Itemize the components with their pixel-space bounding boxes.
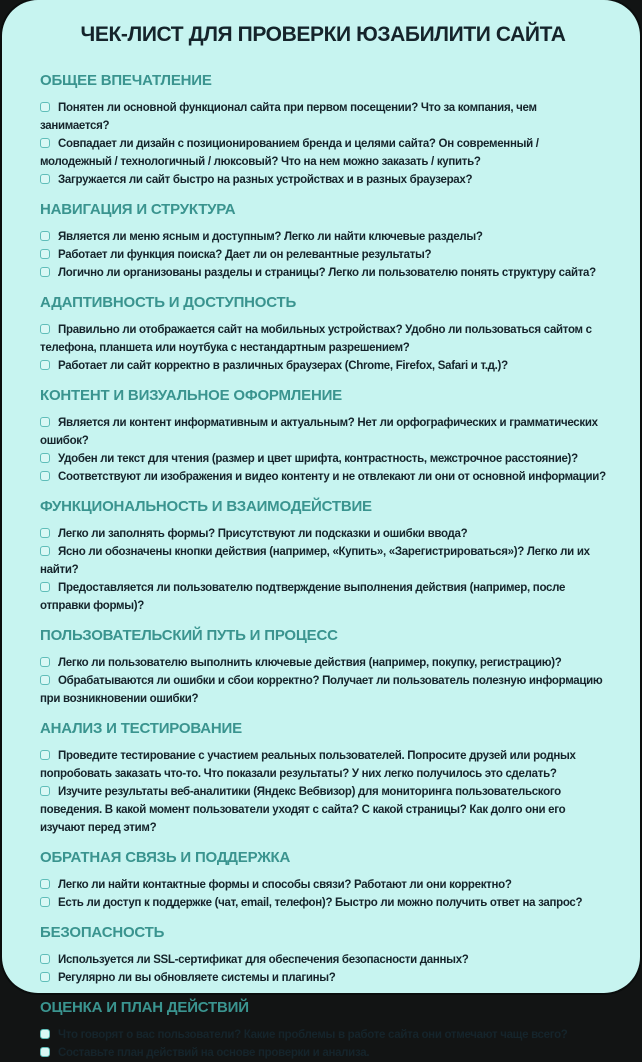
section-items [40,876,606,912]
item-checkbox[interactable] [40,582,50,592]
section-heading: ОБРАТНАЯ СВЯЗЬ И ПОДДЕРЖКА [40,849,291,866]
section-items [40,99,606,189]
item-checkbox[interactable] [40,657,50,667]
checklist-item [40,525,606,543]
checklist-item [40,135,606,171]
item-checkbox[interactable] [40,786,50,796]
checklist-item [40,414,606,450]
checklist-section [40,720,606,837]
section-heading: АНАЛИЗ И ТЕСТИРОВАНИЕ [40,720,242,737]
item-text: Легко ли найти контактные формы и способы связи? Работают ли они корректно? [58,879,512,891]
checklist-section [40,924,606,987]
checklist-sections [40,72,606,1062]
item-text: Правильно ли отображается сайт на мобильных устройствах? Удобно ли пользоваться сайтом с телефона, планшета или ноутбука с нестандартным разрешением? [40,324,592,354]
item-checkbox[interactable] [40,138,50,148]
section-items [40,654,606,708]
item-text: Загружается ли сайт быстро на разных устройствах и в разных браузерах? [58,174,473,186]
item-checkbox[interactable] [40,1029,50,1039]
item-checkbox[interactable] [40,174,50,184]
item-text: Используется ли SSL-сертификат для обеспечения безопасности данных? [58,954,469,966]
section-heading: ОЦЕНКА И ПЛАН ДЕЙСТВИЙ [40,999,249,1016]
checklist-item [40,969,606,987]
item-text: Предоставляется ли пользователю подтверждение выполнения действия (например, после отправки формы)? [40,582,566,612]
item-text: Проведите тестирование с участием реальных пользователей. Попросите друзей или родных попробовать заказать что-то. Что показали результаты? У них легко получилось это сделать? [40,750,576,780]
section-items [40,747,606,837]
item-text: Работает ли сайт корректно в различных браузерах (Chrome, Firefox, Safari и т.д.)? [58,360,508,372]
checklist-section [40,387,606,486]
item-text: Есть ли доступ к поддержке (чат, email, телефон)? Быстро ли можно получить ответ на запрос? [58,897,583,909]
item-text: Понятен ли основной функционал сайта при первом посещении? Что за компания, чем занимается? [40,102,537,132]
item-text: Является ли контент информативным и актуальным? Нет ли орфографических и грамматических ошибок? [40,417,598,447]
section-items [40,525,606,615]
section-heading: ОБЩЕЕ ВПЕЧАТЛЕНИЕ [40,72,212,89]
checklist-item [40,468,606,486]
checklist-section [40,498,606,615]
checklist-item [40,654,606,672]
item-checkbox[interactable] [40,897,50,907]
checklist-section [40,72,606,189]
item-checkbox[interactable] [40,471,50,481]
checklist-item [40,99,606,135]
item-checkbox[interactable] [40,417,50,427]
item-text: Легко ли пользователю выполнить ключевые действия (например, покупку, регистрацию)? [58,657,562,669]
item-checkbox[interactable] [40,360,50,370]
checklist-section [40,627,606,708]
checklist-item [40,747,606,783]
item-checkbox[interactable] [40,750,50,760]
checklist-item [40,357,606,375]
item-checkbox[interactable] [40,675,50,685]
item-text: Что говорят о вас пользователи? Какие проблемы в работе сайта они отмечают чаще всего? [58,1029,568,1041]
checklist-item [40,894,606,912]
checklist-item [40,246,606,264]
item-checkbox[interactable] [40,267,50,277]
checklist-card [2,0,640,1059]
checklist-item [40,228,606,246]
checklist-item [40,171,606,189]
item-checkbox[interactable] [40,102,50,112]
checklist-item [40,783,606,837]
item-checkbox[interactable] [40,954,50,964]
checklist-section [40,849,606,912]
item-checkbox[interactable] [40,453,50,463]
checklist-item [40,951,606,969]
section-items [40,228,606,282]
section-heading: КОНТЕНТ И ВИЗУАЛЬНОЕ ОФОРМЛЕНИЕ [40,387,342,404]
checklist-item [40,543,606,579]
item-text: Изучите результаты веб-аналитики (Яндекс Вебвизор) для мониторинга пользовательского поведения. В какой момент пользователи уходят с сайта? С какой страницы? Как долго они его изучают перед этим? [40,786,566,834]
section-items [40,951,606,987]
checklist-item [40,672,606,708]
item-text: Работает ли функция поиска? Дает ли он релевантные результаты? [58,249,432,261]
checklist-item [40,264,606,282]
section-items [40,414,606,486]
item-checkbox[interactable] [40,879,50,889]
section-heading: БЕЗОПАСНОСТЬ [40,924,165,941]
item-text: Удобен ли текст для чтения (размер и цвет шрифта, контрастность, межстрочное расстояние)? [58,453,578,465]
item-text: Соответствуют ли изображения и видео контенту и не отвлекают ли они от основной информации? [58,471,606,483]
checklist-item [40,1026,606,1044]
item-checkbox[interactable] [40,1047,50,1057]
section-heading: ПОЛЬЗОВАТЕЛЬСКИЙ ПУТЬ И ПРОЦЕСС [40,627,338,644]
item-checkbox[interactable] [40,324,50,334]
section-items [40,321,606,375]
item-checkbox[interactable] [40,249,50,259]
item-checkbox[interactable] [40,231,50,241]
checklist-section [40,201,606,282]
item-text: Обрабатываются ли ошибки и сбои корректно? Получает ли пользователь полезную информацию при возникновении ошибки? [40,675,603,705]
checklist-section [40,294,606,375]
item-text: Легко ли заполнять формы? Присутствуют ли подсказки и ошибки ввода? [58,528,468,540]
item-text: Регулярно ли вы обновляете системы и плагины? [58,972,336,984]
item-checkbox[interactable] [40,546,50,556]
checklist-item [40,579,606,615]
item-checkbox[interactable] [40,972,50,982]
section-items [40,1026,606,1062]
section-heading: ФУНКЦИОНАЛЬНОСТЬ И ВЗАИМОДЕЙСТВИЕ [40,498,372,515]
item-text: Совпадает ли дизайн с позиционированием бренда и целями сайта? Он современный / молодежный / технологичный / люксовый? Что на нем можно заказать / купить? [40,138,539,168]
item-text: Ясно ли обозначены кнопки действия (например, «Купить», «Зарегистрироваться»)? Легко ли их найти? [40,546,590,576]
item-text: Является ли меню ясным и доступным? Легко ли найти ключевые разделы? [58,231,483,243]
checklist-item [40,450,606,468]
section-heading: НАВИГАЦИЯ И СТРУКТУРА [40,201,236,218]
checklist-item [40,321,606,357]
item-text: Составьте план действий на основе проверки и анализа. [58,1047,370,1059]
item-checkbox[interactable] [40,528,50,538]
section-heading: АДАПТИВНОСТЬ И ДОСТУПНОСТЬ [40,294,297,311]
checklist-item [40,876,606,894]
page-title: ЧЕК-ЛИСТ ДЛЯ ПРОВЕРКИ ЮЗАБИЛИТИ САЙТА [80,23,566,46]
checklist-item [40,1044,606,1062]
item-text: Логично ли организованы разделы и страницы? Легко ли пользователю понять структуру сайта? [58,267,596,279]
checklist-section [40,999,606,1062]
